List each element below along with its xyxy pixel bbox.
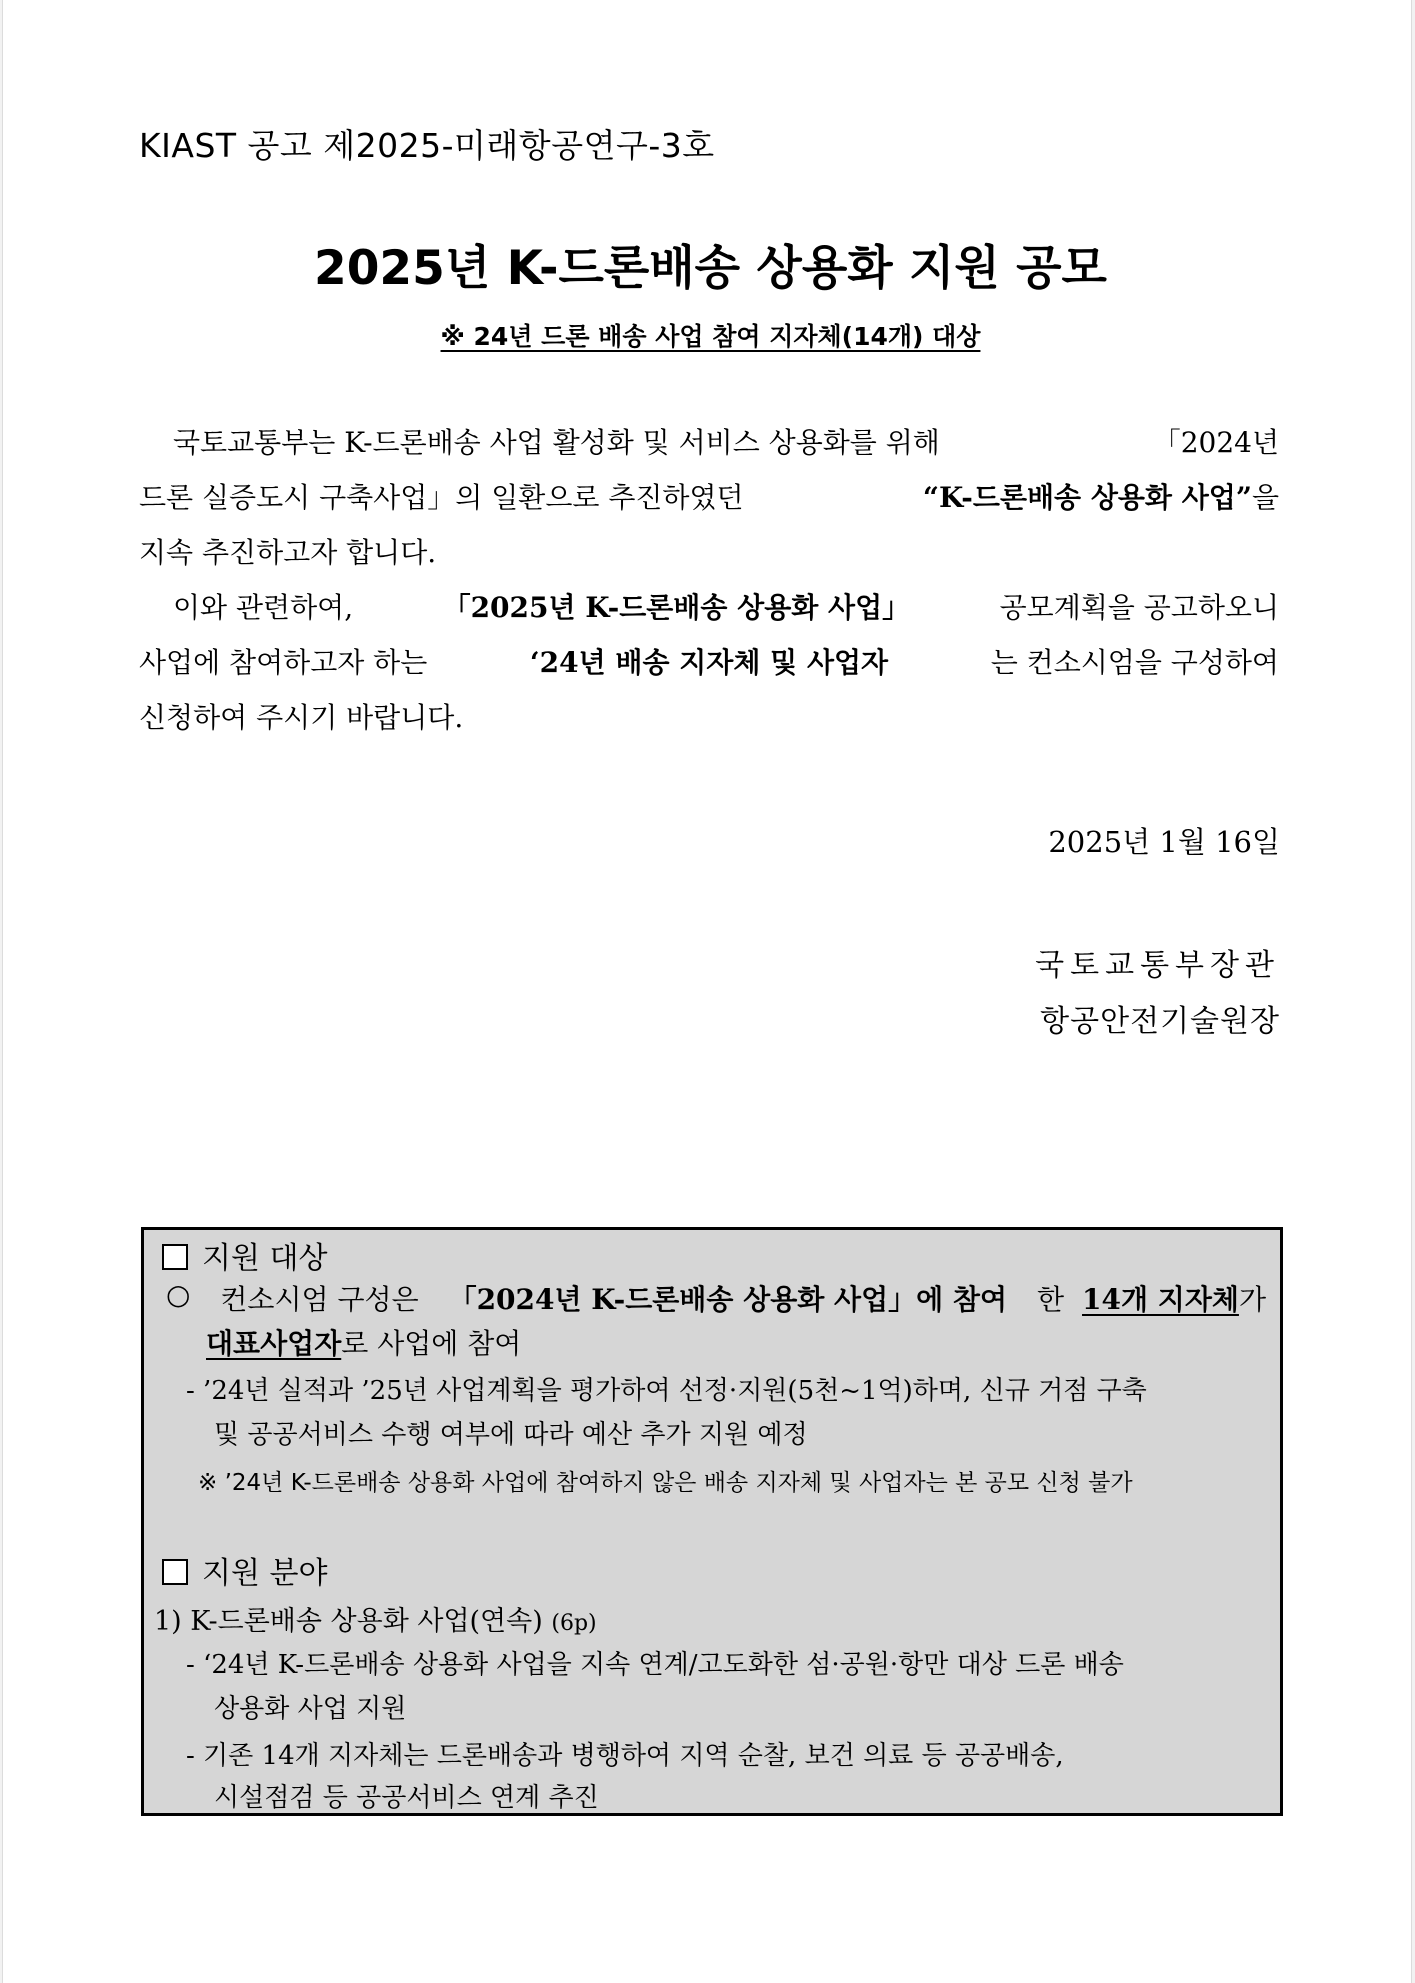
circle-bullet-icon: ○ bbox=[166, 1278, 191, 1311]
intro-text: 「2024년 bbox=[1152, 426, 1279, 459]
intro-p2-line3 bbox=[139, 690, 1279, 745]
box-text: - ‘24년 K-드론배송 상용화 사업을 지속 연계/고도화한 섬·공원·항만 대상 드론 배송 bbox=[186, 1650, 1124, 1680]
checkbox-square-icon bbox=[162, 1244, 188, 1270]
box-text: 상용화 사업 지원 bbox=[214, 1694, 407, 1724]
notice-date: 2025년 1월 16일 bbox=[1048, 825, 1280, 859]
intro-text: 국토교통부는 K-드론배송 사업 활성화 및 서비스 상용화를 위해 bbox=[173, 426, 940, 459]
field-detail-1-line1 bbox=[186, 1644, 1124, 1681]
document-subtitle bbox=[3, 317, 1415, 353]
subtitle-text: ※ 24년 드론 배송 사업 참여 지자체(14개) 대상 bbox=[440, 322, 981, 351]
summary-box bbox=[141, 1227, 1283, 1816]
intro-emphasis: 「2025년 K-드론배송 상용화 사업」 bbox=[442, 591, 911, 624]
intro-emphasis: “K-드론배송 상용화 사업” bbox=[922, 481, 1252, 514]
target-bullet-line1 bbox=[166, 1278, 1266, 1318]
intro-text: 는 컨소시엄을 구성하여 bbox=[990, 646, 1279, 679]
signatory-director: 항공안전기술원장 bbox=[1040, 1004, 1280, 1039]
field-detail-1-line2 bbox=[214, 1688, 406, 1725]
box-emphasis: 14개 지자체 bbox=[1082, 1283, 1239, 1316]
box-text: 컨소시엄 구성은 bbox=[220, 1283, 419, 1316]
signatory-minister: 국토교통부장관 bbox=[1035, 948, 1280, 983]
intro-text: 지속 추진하고자 합니다. bbox=[139, 536, 437, 569]
document-title: 2025년 K-드론배송 상용화 지원 공모 bbox=[314, 241, 1107, 296]
box-emphasis: 「2024년 K-드론배송 상용화 사업」에 참여 bbox=[448, 1283, 1008, 1316]
intro-text: 이와 관련하여, bbox=[173, 591, 354, 624]
box-text: 한 bbox=[1036, 1283, 1065, 1316]
section-heading-field bbox=[162, 1548, 327, 1592]
box-text: 로 사업에 참여 bbox=[341, 1327, 522, 1360]
page-reference: (6p) bbox=[551, 1611, 597, 1636]
box-text: 가 bbox=[1238, 1283, 1266, 1316]
notice-number: KIAST 공고 제2025-미래항공연구-3호 bbox=[139, 126, 715, 165]
box-text: 시설점검 등 공공서비스 연계 추진 bbox=[214, 1783, 599, 1813]
field-detail-2-line2 bbox=[214, 1777, 599, 1814]
intro-text: 공모계획을 공고하오니 bbox=[999, 591, 1279, 624]
intro-p2-line2 bbox=[139, 635, 1279, 690]
field-item-1 bbox=[154, 1599, 597, 1638]
intro-emphasis: ‘24년 배송 지자체 및 사업자 bbox=[529, 646, 889, 679]
field-detail-2-line1 bbox=[186, 1735, 1064, 1772]
intro-p1-line2 bbox=[139, 470, 1279, 525]
intro-p1-line1 bbox=[139, 415, 1279, 470]
box-text: - ’24년 실적과 ’25년 사업계획을 평가하여 선정·지원(5천~1억)하며, 신규 거점 구축 bbox=[186, 1376, 1147, 1406]
intro-text: 사업에 참여하고자 하는 bbox=[139, 646, 428, 679]
intro-paragraph-2 bbox=[139, 580, 1279, 745]
intro-text: 을 bbox=[1251, 481, 1279, 514]
section-heading-target bbox=[162, 1233, 327, 1277]
target-detail-line2 bbox=[214, 1414, 808, 1451]
target-note: ※ ’24년 K-드론배송 상용화 사업에 참여하지 않은 배송 지자체 및 사업자는 본 공모 신청 불가 bbox=[198, 1470, 1133, 1496]
box-text: 및 공공서비스 수행 여부에 따라 예산 추가 지원 예정 bbox=[214, 1420, 808, 1450]
target-detail-line1 bbox=[186, 1370, 1266, 1407]
box-text: 1) K-드론배송 상용화 사업(연속) bbox=[154, 1606, 543, 1637]
section-title: 지원 분야 bbox=[202, 1556, 328, 1591]
intro-p2-line1 bbox=[139, 580, 1279, 635]
box-emphasis: 대표사업자 bbox=[206, 1327, 342, 1360]
intro-text: 드론 실증도시 구축사업」의 일환으로 추진하였던 bbox=[139, 481, 744, 514]
intro-p1-line3 bbox=[139, 525, 1279, 580]
intro-paragraph-1 bbox=[139, 415, 1279, 580]
checkbox-square-icon bbox=[162, 1559, 188, 1585]
document-page bbox=[2, 0, 1412, 1983]
box-text: - 기존 14개 지자체는 드론배송과 병행하여 지역 순찰, 보건 의료 등 공공배송, bbox=[186, 1741, 1064, 1771]
target-bullet-line2 bbox=[206, 1322, 521, 1362]
intro-text: 신청하여 주시기 바랍니다. bbox=[139, 701, 464, 734]
section-title: 지원 대상 bbox=[202, 1241, 328, 1276]
